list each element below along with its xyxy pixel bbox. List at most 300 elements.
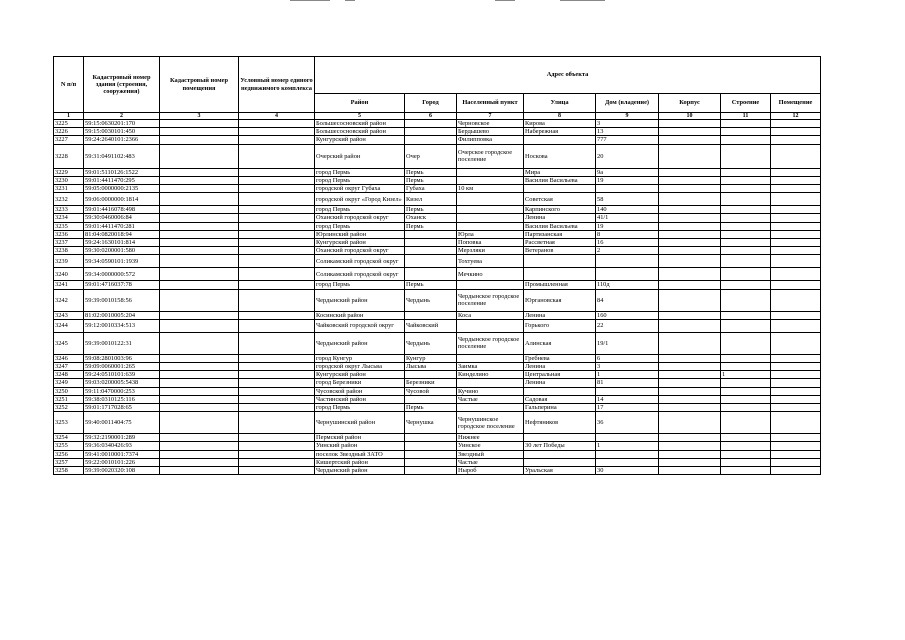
house-cell: 140 (596, 206, 659, 214)
conditional-number-cell (239, 255, 315, 268)
district-cell: город Пермь (315, 206, 405, 214)
cadastral-building-cell: 81:04:0820018:94 (84, 230, 160, 238)
street-cell: Центральная (524, 371, 596, 379)
street-cell (524, 387, 596, 395)
house-cell: 110д (596, 281, 659, 289)
column-number: 4 (239, 113, 315, 120)
city-cell (405, 136, 457, 144)
table-row (54, 136, 821, 144)
row-number: 3254 (54, 434, 84, 442)
premise-cell (771, 458, 821, 466)
row-number: 3243 (54, 311, 84, 319)
street-cell: Ветеранов (524, 247, 596, 255)
row-number: 3256 (54, 450, 84, 458)
settlement-cell: Нижнее (457, 434, 524, 442)
district-cell: Юрлинский район (315, 230, 405, 238)
street-cell: Набережная (524, 128, 596, 136)
building-cell (721, 450, 771, 458)
conditional-number-cell (239, 319, 315, 332)
corpus-cell (659, 136, 721, 144)
conditional-number-cell (239, 371, 315, 379)
corpus-cell (659, 354, 721, 362)
corpus-cell (659, 434, 721, 442)
row-number: 3236 (54, 230, 84, 238)
corpus-cell (659, 230, 721, 238)
city-cell: Чусовой (405, 387, 457, 395)
cadastral-building-cell: 59:22:0010101:226 (84, 458, 160, 466)
cadastral-building-cell: 59:36:0340426:93 (84, 442, 160, 450)
table-row (54, 176, 821, 184)
premise-cell (771, 136, 821, 144)
city-cell: Пермь (405, 206, 457, 214)
row-number: 3253 (54, 412, 84, 434)
table-row (54, 120, 821, 128)
building-cell (721, 434, 771, 442)
district-cell: Соликамский городской округ (315, 255, 405, 268)
conditional-number-cell (239, 395, 315, 403)
house-cell: 2 (596, 247, 659, 255)
settlement-cell: Кинделино (457, 371, 524, 379)
building-cell (721, 395, 771, 403)
cadastral-premise-cell (160, 136, 239, 144)
cadastral-premise-cell (160, 434, 239, 442)
street-cell: Рассветная (524, 239, 596, 247)
settlement-cell: Частые (457, 458, 524, 466)
corpus-cell (659, 289, 721, 311)
building-cell (721, 404, 771, 412)
house-cell: 13 (596, 128, 659, 136)
row-number: 3247 (54, 363, 84, 371)
street-cell (524, 185, 596, 193)
house-cell: 81 (596, 379, 659, 387)
table-row (54, 371, 821, 379)
city-cell: Чердынь (405, 289, 457, 311)
premise-cell (771, 450, 821, 458)
row-number: 3250 (54, 387, 84, 395)
corpus-cell (659, 144, 721, 168)
premise-cell (771, 319, 821, 332)
house-cell: 1 (596, 371, 659, 379)
column-number: 9 (596, 113, 659, 120)
district-cell: город Березники (315, 379, 405, 387)
column-number: 10 (659, 113, 721, 120)
corpus-cell (659, 185, 721, 193)
cadastral-building-cell: 59:39:0020320:108 (84, 467, 160, 475)
conditional-number-cell (239, 176, 315, 184)
conditional-number-cell (239, 458, 315, 466)
house-cell: 19/1 (596, 332, 659, 354)
street-cell: Гальперина (524, 404, 596, 412)
premise-cell (771, 379, 821, 387)
city-cell (405, 255, 457, 268)
building-cell (721, 311, 771, 319)
cadastral-building-cell: 59:34:0000000:572 (84, 268, 160, 281)
district-cell: Оханский городской округ (315, 247, 405, 255)
table-row (54, 289, 821, 311)
cadastral-building-cell: 59:03:0200005:5438 (84, 379, 160, 387)
house-cell: 19 (596, 222, 659, 230)
corpus-cell (659, 193, 721, 206)
row-number: 3245 (54, 332, 84, 354)
settlement-cell: Коса (457, 311, 524, 319)
conditional-number-cell (239, 120, 315, 128)
district-cell: Уинский район (315, 442, 405, 450)
district-cell: Косинский район (315, 311, 405, 319)
city-cell: Пермь (405, 222, 457, 230)
table-row (54, 387, 821, 395)
cadastral-premise-cell (160, 319, 239, 332)
city-cell (405, 239, 457, 247)
row-number: 3246 (54, 354, 84, 362)
house-cell: 84 (596, 289, 659, 311)
settlement-cell (457, 319, 524, 332)
conditional-number-cell (239, 332, 315, 354)
header-building: Строение (721, 94, 771, 113)
column-number: 12 (771, 113, 821, 120)
city-cell: Губаха (405, 185, 457, 193)
premise-cell (771, 128, 821, 136)
cadastral-premise-cell (160, 371, 239, 379)
row-number: 3238 (54, 247, 84, 255)
cadastral-premise-cell (160, 120, 239, 128)
row-number: 3239 (54, 255, 84, 268)
cadastral-building-cell: 59:24:2640101:2366 (84, 136, 160, 144)
cadastral-premise-cell (160, 311, 239, 319)
scan-mark (495, 0, 515, 1)
street-cell: Уральская (524, 467, 596, 475)
table-row (54, 311, 821, 319)
table-header (54, 57, 821, 120)
street-cell: Кирова (524, 120, 596, 128)
column-number: 7 (457, 113, 524, 120)
house-cell: 19 (596, 176, 659, 184)
settlement-cell: Тохтуева (457, 255, 524, 268)
conditional-number-cell (239, 193, 315, 206)
building-cell (721, 206, 771, 214)
table-row (54, 404, 821, 412)
house-cell: 20 (596, 144, 659, 168)
conditional-number-cell (239, 311, 315, 319)
district-cell: Кунгурский район (315, 371, 405, 379)
row-number: 3257 (54, 458, 84, 466)
city-cell: Пермь (405, 168, 457, 176)
street-cell: Алинская (524, 332, 596, 354)
premise-cell (771, 144, 821, 168)
cadastral-premise-cell (160, 450, 239, 458)
building-cell (721, 354, 771, 362)
cadastral-premise-cell (160, 206, 239, 214)
building-cell (721, 239, 771, 247)
district-cell: Кишертский район (315, 458, 405, 466)
table-row (54, 412, 821, 434)
row-number: 3249 (54, 379, 84, 387)
settlement-cell: Филипповка (457, 136, 524, 144)
corpus-cell (659, 404, 721, 412)
corpus-cell (659, 120, 721, 128)
settlement-cell: Звездный (457, 450, 524, 458)
city-cell: Чернушка (405, 412, 457, 434)
premise-cell (771, 387, 821, 395)
table-row (54, 168, 821, 176)
conditional-number-cell (239, 387, 315, 395)
scan-mark (345, 0, 355, 1)
row-number: 3240 (54, 268, 84, 281)
street-cell: Юргановская (524, 289, 596, 311)
street-cell: Горького (524, 319, 596, 332)
building-cell (721, 230, 771, 238)
premise-cell (771, 230, 821, 238)
header-district: Район (315, 94, 405, 113)
city-cell (405, 371, 457, 379)
city-cell (405, 442, 457, 450)
premise-cell (771, 185, 821, 193)
house-cell: 3 (596, 120, 659, 128)
corpus-cell (659, 319, 721, 332)
house-cell: 3 (596, 363, 659, 371)
district-cell: город Кунгур (315, 354, 405, 362)
cadastral-premise-cell (160, 247, 239, 255)
header-premise: Помещение (771, 94, 821, 113)
street-cell (524, 450, 596, 458)
corpus-cell (659, 168, 721, 176)
cadastral-premise-cell (160, 404, 239, 412)
table-row (54, 467, 821, 475)
conditional-number-cell (239, 379, 315, 387)
cadastral-building-cell: 59:39:0010158:56 (84, 289, 160, 311)
row-number: 3242 (54, 289, 84, 311)
cadastral-premise-cell (160, 268, 239, 281)
cadastral-premise-cell (160, 239, 239, 247)
building-cell (721, 363, 771, 371)
cadastral-building-cell: 59:08:2801003:96 (84, 354, 160, 362)
district-cell: Оханский городской округ (315, 214, 405, 222)
house-cell (596, 458, 659, 466)
building-cell (721, 332, 771, 354)
house-cell: 16 (596, 239, 659, 247)
table-row (54, 434, 821, 442)
corpus-cell (659, 239, 721, 247)
cadastral-building-cell: 59:40:0011404:75 (84, 412, 160, 434)
corpus-cell (659, 467, 721, 475)
premise-cell (771, 239, 821, 247)
header-house: Дом (владение) (596, 94, 659, 113)
table-row (54, 222, 821, 230)
house-cell: 41/1 (596, 214, 659, 222)
cadastral-premise-cell (160, 176, 239, 184)
row-number: 3237 (54, 239, 84, 247)
settlement-cell (457, 206, 524, 214)
conditional-number-cell (239, 354, 315, 362)
corpus-cell (659, 450, 721, 458)
conditional-number-cell (239, 450, 315, 458)
table-row (54, 442, 821, 450)
building-cell (721, 255, 771, 268)
conditional-number-cell (239, 144, 315, 168)
city-cell (405, 450, 457, 458)
district-cell: Чердынский район (315, 467, 405, 475)
cadastral-building-cell: 81:02:0010005:204 (84, 311, 160, 319)
corpus-cell (659, 387, 721, 395)
header-cadastral-building: Кадастровый номер здания (строения, сооружения) (84, 57, 160, 113)
conditional-number-cell (239, 128, 315, 136)
cadastral-building-cell: 59:01:4411470:281 (84, 222, 160, 230)
cadastral-building-cell: 59:41:0010001:7374 (84, 450, 160, 458)
settlement-cell (457, 354, 524, 362)
settlement-cell (457, 176, 524, 184)
house-cell (596, 450, 659, 458)
building-cell (721, 222, 771, 230)
table-row (54, 450, 821, 458)
premise-cell (771, 442, 821, 450)
street-cell (524, 434, 596, 442)
cadastral-premise-cell (160, 442, 239, 450)
row-number: 3255 (54, 442, 84, 450)
street-cell: Нефтяников (524, 412, 596, 434)
cadastral-premise-cell (160, 255, 239, 268)
house-cell: 22 (596, 319, 659, 332)
corpus-cell (659, 222, 721, 230)
settlement-cell: Мерзляки (457, 247, 524, 255)
building-cell (721, 387, 771, 395)
conditional-number-cell (239, 206, 315, 214)
conditional-number-cell (239, 281, 315, 289)
house-cell: 36 (596, 412, 659, 434)
street-cell: Гребнева (524, 354, 596, 362)
house-cell (596, 268, 659, 281)
column-number: 8 (524, 113, 596, 120)
premise-cell (771, 206, 821, 214)
corpus-cell (659, 255, 721, 268)
city-cell: Очер (405, 144, 457, 168)
conditional-number-cell (239, 247, 315, 255)
settlement-cell: Мечкино (457, 268, 524, 281)
cadastral-building-cell: 59:30:0200001:580 (84, 247, 160, 255)
table-body (54, 120, 821, 475)
street-cell: 30 лет Победы (524, 442, 596, 450)
street-cell (524, 136, 596, 144)
cadastral-building-cell: 59:01:4716037:78 (84, 281, 160, 289)
row-number: 3241 (54, 281, 84, 289)
table-row (54, 255, 821, 268)
settlement-cell: Юрла (457, 230, 524, 238)
column-number: 6 (405, 113, 457, 120)
building-cell (721, 214, 771, 222)
cadastral-building-cell: 59:09:0060001:265 (84, 363, 160, 371)
header-conditional-number: Условный номер единого недвижимого комплекса (239, 57, 315, 113)
corpus-cell (659, 176, 721, 184)
street-cell: Ленина (524, 379, 596, 387)
city-cell (405, 268, 457, 281)
cadastral-premise-cell (160, 144, 239, 168)
building-cell (721, 247, 771, 255)
cadastral-building-cell: 59:31:0491102:483 (84, 144, 160, 168)
table-row (54, 395, 821, 403)
corpus-cell (659, 247, 721, 255)
house-cell (596, 185, 659, 193)
settlement-cell (457, 214, 524, 222)
corpus-cell (659, 214, 721, 222)
street-cell: Василия Васильева (524, 222, 596, 230)
premise-cell (771, 193, 821, 206)
city-cell (405, 434, 457, 442)
corpus-cell (659, 128, 721, 136)
conditional-number-cell (239, 168, 315, 176)
row-number: 3225 (54, 120, 84, 128)
cadastral-building-cell: 59:32:2190001:289 (84, 434, 160, 442)
conditional-number-cell (239, 412, 315, 434)
house-cell: 58 (596, 193, 659, 206)
premise-cell (771, 222, 821, 230)
row-number: 3252 (54, 404, 84, 412)
premise-cell (771, 363, 821, 371)
cadastral-premise-cell (160, 395, 239, 403)
house-cell: 30 (596, 467, 659, 475)
cadastral-premise-cell (160, 458, 239, 466)
table-row (54, 230, 821, 238)
building-cell (721, 268, 771, 281)
scan-mark (290, 0, 330, 1)
city-cell: Кунгур (405, 354, 457, 362)
settlement-cell: Чернушинское городское поселение (457, 412, 524, 434)
district-cell: поселок Звездный ЗАТО (315, 450, 405, 458)
row-number: 3229 (54, 168, 84, 176)
district-cell: городской округ Губаха (315, 185, 405, 193)
building-cell (721, 193, 771, 206)
header-corpus: Корпус (659, 94, 721, 113)
street-cell (524, 268, 596, 281)
building-cell: 1 (721, 371, 771, 379)
city-cell: Чердынь (405, 332, 457, 354)
house-cell (596, 434, 659, 442)
corpus-cell (659, 442, 721, 450)
cadastral-premise-cell (160, 289, 239, 311)
street-cell: Советская (524, 193, 596, 206)
settlement-cell: Заимка (457, 363, 524, 371)
corpus-cell (659, 412, 721, 434)
district-cell: Чернушинский район (315, 412, 405, 434)
cadastral-premise-cell (160, 387, 239, 395)
city-cell: Чайковский (405, 319, 457, 332)
city-cell (405, 128, 457, 136)
premise-cell (771, 395, 821, 403)
column-number-row (54, 113, 821, 120)
table-row (54, 214, 821, 222)
cadastral-premise-cell (160, 354, 239, 362)
column-number: 3 (160, 113, 239, 120)
conditional-number-cell (239, 363, 315, 371)
conditional-number-cell (239, 404, 315, 412)
cadastral-building-cell: 59:01:4416078:498 (84, 206, 160, 214)
row-number: 3228 (54, 144, 84, 168)
cadastral-building-cell: 59:12:0010334:513 (84, 319, 160, 332)
row-number: 3227 (54, 136, 84, 144)
city-cell (405, 247, 457, 255)
header-num: N п/п (54, 57, 84, 113)
street-cell: Промышленная (524, 281, 596, 289)
table-row (54, 144, 821, 168)
building-cell (721, 281, 771, 289)
city-cell: Лысьва (405, 363, 457, 371)
house-cell: 6 (596, 354, 659, 362)
row-number: 3231 (54, 185, 84, 193)
settlement-cell: Уинское (457, 442, 524, 450)
city-cell (405, 311, 457, 319)
row-number: 3234 (54, 214, 84, 222)
street-cell: Ленина (524, 363, 596, 371)
scan-mark (560, 0, 605, 1)
district-cell: город Пермь (315, 222, 405, 230)
cadastral-premise-cell (160, 168, 239, 176)
